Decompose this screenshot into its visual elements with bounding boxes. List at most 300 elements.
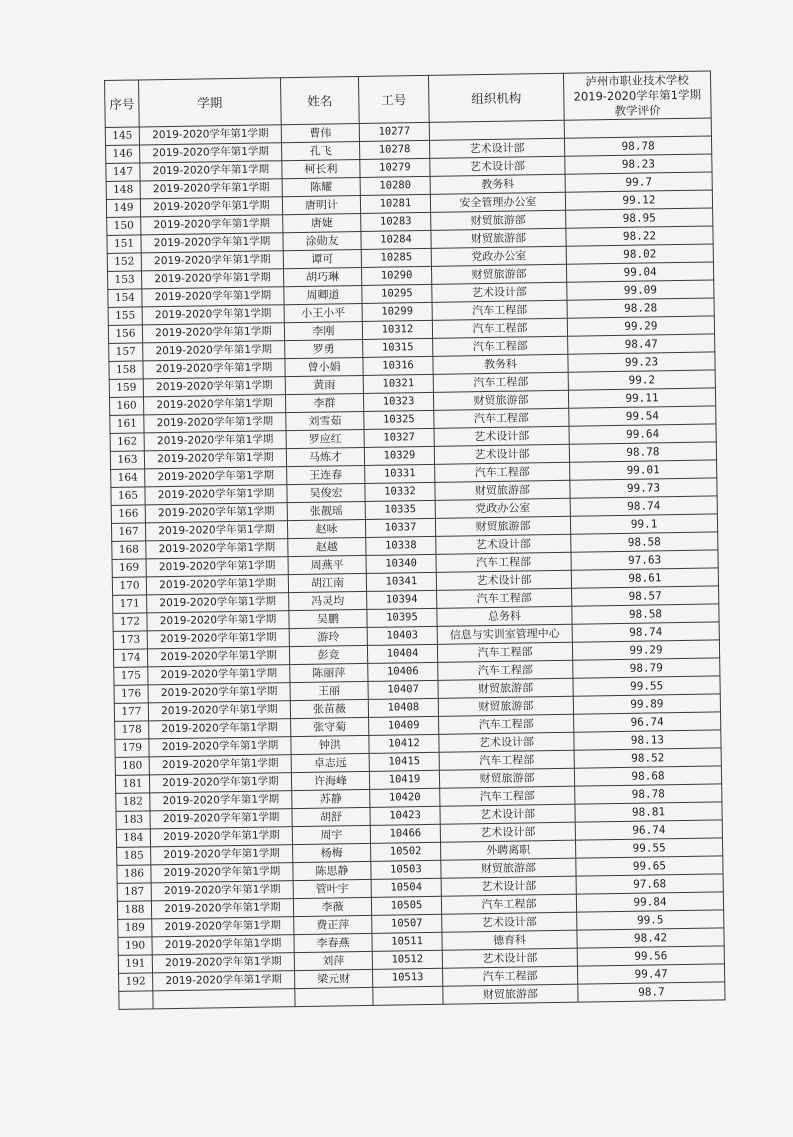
cell-score: 98.7 (578, 982, 725, 1002)
cell-score: 98.78 (564, 136, 711, 156)
cell-id: 10423 (370, 806, 440, 825)
cell-term: 2019-2020学年第1学期 (140, 179, 282, 199)
cell-id: 10408 (368, 698, 438, 717)
cell-org: 汽车工程部 (440, 786, 575, 806)
cell-score: 98.79 (573, 658, 720, 678)
cell-org: 艺术设计部 (442, 948, 577, 968)
cell-term: 2019-2020学年第1学期 (147, 593, 289, 613)
cell-name: 张靓瑶 (287, 501, 365, 520)
cell-term: 2019-2020学年第1学期 (146, 539, 288, 559)
cell-term: 2019-2020学年第1学期 (140, 161, 282, 181)
cell-id: 10505 (371, 896, 441, 915)
cell-id: 10279 (360, 158, 430, 177)
cell-sn: 188 (117, 901, 151, 920)
cell-id: 10299 (362, 302, 432, 321)
cell-term: 2019-2020学年第1学期 (143, 359, 285, 379)
cell-name: 游玲 (289, 627, 367, 646)
cell-id: 10511 (372, 932, 442, 951)
cell-id: 10513 (373, 968, 443, 987)
header-term: 学期 (139, 78, 282, 127)
cell-name: 李群 (285, 393, 363, 412)
cell-term: 2019-2020学年第1学期 (148, 665, 290, 685)
cell-term: 2019-2020学年第1学期 (145, 503, 287, 523)
cell-name: 费正萍 (294, 915, 372, 934)
cell-org: 艺术设计部 (434, 444, 569, 464)
cell-sn: 161 (110, 415, 144, 434)
cell-id: 10394 (367, 590, 437, 609)
cell-sn: 186 (117, 865, 151, 884)
cell-id: 10507 (372, 914, 442, 933)
cell-name: 曹伟 (281, 123, 359, 142)
cell-name: 彭竞 (289, 645, 367, 664)
cell-id: 10325 (364, 410, 434, 429)
cell-sn: 155 (108, 307, 142, 326)
cell-id: 10409 (369, 716, 439, 735)
cell-sn: 183 (116, 811, 150, 830)
header-score (563, 71, 711, 120)
cell-id: 10415 (369, 752, 439, 771)
cell-score: 99.55 (573, 676, 720, 696)
cell-sn: 166 (111, 505, 145, 524)
cell-term: 2019-2020学年第1学期 (152, 935, 294, 955)
cell-score: 99.89 (573, 694, 720, 714)
cell-score: 99.64 (569, 424, 716, 444)
cell-org: 艺术设计部 (439, 732, 574, 752)
cell-id: 10327 (364, 428, 434, 447)
cell-sn: 167 (111, 523, 145, 542)
cell-score: 99.01 (570, 460, 717, 480)
cell-score: 99.5 (577, 910, 724, 930)
cell-score: 98.57 (572, 586, 719, 606)
cell-score: 98.23 (565, 154, 712, 174)
cell-term: 2019-2020学年第1学期 (144, 449, 286, 469)
cell-name: 周卿道 (284, 285, 362, 304)
cell-id: 10404 (367, 644, 437, 663)
cell-id: 10283 (361, 212, 431, 231)
cell-org: 财贸旅游部 (435, 516, 570, 536)
cell-term: 2019-2020学年第1学期 (151, 863, 293, 883)
cell-score: 99.12 (565, 190, 712, 210)
cell-id: 10277 (359, 122, 429, 141)
cell-sn: 163 (110, 451, 144, 470)
cell-sn: 146 (106, 145, 140, 164)
cell-term: 2019-2020学年第1学期 (145, 521, 287, 541)
cell-id: 10323 (363, 392, 433, 411)
cell-name: 胡舒 (292, 807, 370, 826)
cell-org: 安全管理办公室 (430, 192, 565, 212)
cell-term: 2019-2020学年第1学期 (145, 485, 287, 505)
cell-sn: 170 (112, 577, 146, 596)
cell-id: 10295 (362, 284, 432, 303)
cell-name: 陈丽萍 (290, 663, 368, 682)
cell-id: 10406 (368, 662, 438, 681)
cell-score: 98.74 (572, 622, 719, 642)
cell-org: 艺术设计部 (434, 426, 569, 446)
cell-score: 98.13 (574, 730, 721, 750)
cell-id: 10340 (366, 554, 436, 573)
cell-score: 98.52 (574, 748, 721, 768)
cell-org: 汽车工程部 (439, 750, 574, 770)
cell-name: 卓志远 (291, 753, 369, 772)
cell-id: 10412 (369, 734, 439, 753)
cell-org: 艺术设计部 (430, 156, 565, 176)
cell-org: 汽车工程部 (441, 894, 576, 914)
cell-term: 2019-2020学年第1学期 (141, 215, 283, 235)
cell-org: 汽车工程部 (432, 318, 567, 338)
cell-sn: 169 (112, 559, 146, 578)
cell-term: 2019-2020学年第1学期 (151, 881, 293, 901)
cell-score: 99.1 (570, 514, 717, 534)
cell-term: 2019-2020学年第1学期 (148, 683, 290, 703)
cell-sn: 192 (119, 973, 153, 992)
cell-sn: 190 (118, 937, 152, 956)
cell-org: 艺术设计部 (441, 876, 576, 896)
cell-score: 98.74 (570, 496, 717, 516)
cell-id: 10419 (369, 770, 439, 789)
cell-score: 99.09 (567, 280, 714, 300)
cell-score: 98.68 (574, 766, 721, 786)
cell-term: 2019-2020学年第1学期 (140, 143, 282, 163)
cell-score: 99.73 (570, 478, 717, 498)
cell-score: 99.29 (572, 640, 719, 660)
cell-term: 2019-2020学年第1学期 (143, 377, 285, 397)
cell-sn: 162 (110, 433, 144, 452)
cell-id: 10341 (366, 572, 436, 591)
cell-score: 98.81 (575, 802, 722, 822)
cell-name: 孔飞 (282, 141, 360, 160)
header-sn: 序号 (105, 80, 140, 128)
cell-sn: 156 (108, 325, 142, 344)
cell-sn: 171 (113, 595, 147, 614)
cell-name: 胡江南 (288, 573, 366, 592)
cell-term: 2019-2020学年第1学期 (152, 953, 294, 973)
cell-sn: 154 (108, 289, 142, 308)
cell-org: 汽车工程部 (438, 660, 573, 680)
cell-sn: 174 (113, 649, 147, 668)
cell-term: 2019-2020学年第1学期 (144, 431, 286, 451)
cell-name: 苏静 (292, 789, 370, 808)
cell-name: 陈思静 (293, 861, 371, 880)
cell-org: 汽车工程部 (436, 552, 571, 572)
cell-org: 德育科 (442, 930, 577, 950)
cell-id: 10512 (372, 950, 442, 969)
cell-id: 10312 (362, 320, 432, 339)
cell-name: 管叶宇 (293, 879, 371, 898)
cell-sn: 179 (115, 739, 149, 758)
cell-name: 黄雨 (285, 375, 363, 394)
cell-name: 张守菊 (291, 717, 369, 736)
cell-name: 胡巧琳 (283, 267, 361, 286)
cell-name: 谭可 (283, 249, 361, 268)
cell-id: 10337 (365, 518, 435, 537)
cell-org: 艺术设计部 (429, 138, 564, 158)
cell-term: 2019-2020学年第1学期 (152, 917, 294, 937)
cell-score: 99.84 (576, 892, 723, 912)
cell-org: 汽车工程部 (433, 372, 568, 392)
cell-org: 汽车工程部 (432, 300, 567, 320)
cell-org: 艺术设计部 (440, 822, 575, 842)
cell-name: 李春燕 (294, 933, 372, 952)
cell-score: 98.22 (566, 226, 713, 246)
cell-score: 98.02 (566, 244, 713, 264)
cell-term: 2019-2020学年第1学期 (147, 629, 289, 649)
cell-sn: 173 (113, 631, 147, 650)
cell-name: 刘雪茹 (286, 411, 364, 430)
cell-term: 2019-2020学年第1学期 (145, 467, 287, 487)
cell-term: 2019-2020学年第1学期 (149, 755, 291, 775)
cell-name: 冯灵均 (289, 591, 367, 610)
cell-org: 汽车工程部 (442, 966, 577, 986)
cell-id: 10335 (365, 500, 435, 519)
cell-score: 98.28 (567, 298, 714, 318)
cell-sn: 151 (107, 235, 141, 254)
header-score-line2: 2019-2020学年第1学期 (573, 87, 702, 104)
cell-name: 罗应红 (286, 429, 364, 448)
cell-id: 10329 (364, 446, 434, 465)
cell-score: 99.55 (575, 838, 722, 858)
cell-org: 财贸旅游部 (438, 696, 573, 716)
cell-sn: 157 (109, 343, 143, 362)
cell-term (153, 989, 295, 1009)
cell-score: 99.7 (565, 172, 712, 192)
cell-org: 财贸旅游部 (431, 264, 566, 284)
cell-org: 汽车工程部 (439, 714, 574, 734)
cell-sn (119, 991, 153, 1010)
cell-term: 2019-2020学年第1学期 (143, 341, 285, 361)
header-score-line1: 泸州市职业技术学校 (585, 72, 689, 88)
cell-id: 10502 (371, 842, 441, 861)
cell-sn: 182 (116, 793, 150, 812)
cell-score: 98.61 (571, 568, 718, 588)
cell-score: 97.68 (576, 874, 723, 894)
cell-org: 汽车工程部 (437, 642, 572, 662)
cell-org: 总务科 (437, 606, 572, 626)
cell-sn: 176 (114, 685, 148, 704)
cell-id: 10331 (365, 464, 435, 483)
cell-id: 10338 (366, 536, 436, 555)
cell-id: 10280 (360, 176, 430, 195)
cell-term: 2019-2020学年第1学期 (140, 197, 282, 217)
cell-term: 2019-2020学年第1学期 (141, 251, 283, 271)
cell-sn: 160 (109, 397, 143, 416)
cell-term: 2019-2020学年第1学期 (149, 773, 291, 793)
cell-org: 财贸旅游部 (431, 228, 566, 248)
cell-sn: 158 (109, 361, 143, 380)
cell-term: 2019-2020学年第1学期 (143, 395, 285, 415)
cell-sn: 181 (115, 775, 149, 794)
header-id: 工号 (358, 75, 429, 123)
cell-name: 赵咏 (287, 519, 365, 538)
cell-sn: 172 (113, 613, 147, 632)
cell-org (429, 120, 564, 140)
cell-score: 99.56 (577, 946, 724, 966)
cell-term: 2019-2020学年第1学期 (149, 737, 291, 757)
cell-score: 99.04 (566, 262, 713, 282)
evaluation-table (104, 70, 726, 1009)
cell-term: 2019-2020学年第1学期 (142, 287, 284, 307)
cell-sn: 152 (107, 253, 141, 272)
cell-id: 10316 (363, 356, 433, 375)
cell-org: 艺术设计部 (442, 912, 577, 932)
cell-sn: 153 (108, 271, 142, 290)
cell-score: 99.11 (568, 388, 715, 408)
header-score-line3: 教学评价 (614, 102, 661, 118)
cell-name: 罗勇 (285, 339, 363, 358)
cell-term: 2019-2020学年第1学期 (141, 233, 283, 253)
cell-score (564, 118, 711, 138)
cell-sn: 180 (115, 757, 149, 776)
cell-name: 李刚 (284, 321, 362, 340)
cell-sn: 168 (112, 541, 146, 560)
cell-score: 99.65 (576, 856, 723, 876)
cell-term: 2019-2020学年第1学期 (147, 647, 289, 667)
cell-sn: 165 (111, 487, 145, 506)
cell-term: 2019-2020学年第1学期 (149, 719, 291, 739)
cell-name: 唐婕 (283, 213, 361, 232)
cell-sn: 145 (105, 127, 139, 146)
cell-sn: 177 (114, 703, 148, 722)
cell-org: 财贸旅游部 (435, 480, 570, 500)
cell-id: 10503 (371, 860, 441, 879)
cell-org: 汽车工程部 (433, 336, 568, 356)
cell-name: 周宇 (292, 825, 370, 844)
cell-id: 10315 (363, 338, 433, 357)
cell-sn: 150 (107, 217, 141, 236)
cell-org: 艺术设计部 (440, 804, 575, 824)
cell-score: 99.2 (568, 370, 715, 390)
cell-org: 财贸旅游部 (433, 390, 568, 410)
cell-org: 外聘离职 (441, 840, 576, 860)
cell-org: 艺术设计部 (436, 534, 571, 554)
cell-name: 许海峰 (291, 771, 369, 790)
cell-org: 财贸旅游部 (431, 210, 566, 230)
cell-sn: 149 (106, 199, 140, 218)
cell-term: 2019-2020学年第1学期 (142, 323, 284, 343)
cell-name: 王连春 (287, 465, 365, 484)
cell-term: 2019-2020学年第1学期 (146, 557, 288, 577)
cell-sn: 187 (117, 883, 151, 902)
cell-term: 2019-2020学年第1学期 (142, 269, 284, 289)
cell-org: 汽车工程部 (434, 408, 569, 428)
cell-id: 10395 (367, 608, 437, 627)
cell-id: 10332 (365, 482, 435, 501)
cell-id (373, 986, 443, 1005)
cell-term: 2019-2020学年第1学期 (151, 899, 293, 919)
cell-score: 98.95 (566, 208, 713, 228)
cell-score: 99.23 (568, 352, 715, 372)
cell-term: 2019-2020学年第1学期 (148, 701, 290, 721)
cell-org: 党政办公室 (431, 246, 566, 266)
cell-name: 李薇 (293, 897, 371, 916)
cell-name (295, 987, 373, 1006)
cell-org: 汽车工程部 (437, 588, 572, 608)
cell-name: 马炼才 (286, 447, 364, 466)
cell-score: 98.42 (577, 928, 724, 948)
cell-name: 曾小娟 (285, 357, 363, 376)
cell-term: 2019-2020学年第1学期 (146, 575, 288, 595)
cell-score: 98.47 (568, 334, 715, 354)
cell-sn: 148 (106, 181, 140, 200)
cell-sn: 164 (111, 469, 145, 488)
cell-id: 10278 (359, 140, 429, 159)
cell-name: 杨梅 (293, 843, 371, 862)
cell-name: 涂勋友 (283, 231, 361, 250)
cell-score: 97.63 (571, 550, 718, 570)
cell-name: 周燕平 (288, 555, 366, 574)
cell-org: 财贸旅游部 (439, 768, 574, 788)
cell-name: 刘萍 (294, 951, 372, 970)
cell-sn: 159 (109, 379, 143, 398)
cell-org: 财贸旅游部 (438, 678, 573, 698)
cell-score: 96.74 (574, 712, 721, 732)
cell-name: 陈耀 (282, 177, 360, 196)
cell-name: 赵越 (288, 537, 366, 556)
cell-sn: 147 (106, 163, 140, 182)
cell-id: 10504 (371, 878, 441, 897)
cell-score: 98.58 (571, 532, 718, 552)
cell-id: 10420 (370, 788, 440, 807)
cell-sn: 184 (116, 829, 150, 848)
cell-score: 99.47 (577, 964, 724, 984)
cell-score: 96.74 (575, 820, 722, 840)
cell-org: 信息与实训室管理中心 (437, 624, 572, 644)
cell-name: 柯长利 (282, 159, 360, 178)
cell-score: 98.78 (575, 784, 722, 804)
cell-term: 2019-2020学年第1学期 (150, 827, 292, 847)
cell-term: 2019-2020学年第1学期 (139, 125, 281, 145)
cell-term: 2019-2020学年第1学期 (150, 809, 292, 829)
cell-term: 2019-2020学年第1学期 (151, 845, 293, 865)
cell-sn: 175 (114, 667, 148, 686)
cell-sn: 189 (118, 919, 152, 938)
cell-term: 2019-2020学年第1学期 (153, 971, 295, 991)
cell-sn: 191 (118, 955, 152, 974)
cell-name: 梁元财 (295, 969, 373, 988)
cell-id: 10284 (361, 230, 431, 249)
cell-org: 财贸旅游部 (441, 858, 576, 878)
cell-id: 10403 (367, 626, 437, 645)
cell-score: 99.29 (567, 316, 714, 336)
cell-id: 10290 (361, 266, 431, 285)
cell-name: 吴俊宏 (287, 483, 365, 502)
cell-sn: 185 (117, 847, 151, 866)
cell-score: 98.58 (572, 604, 719, 624)
table-body (105, 118, 725, 1009)
header-name: 姓名 (280, 77, 359, 125)
cell-org: 财贸旅游部 (443, 984, 578, 1004)
cell-name: 小王小平 (284, 303, 362, 322)
cell-term: 2019-2020学年第1学期 (142, 305, 284, 325)
cell-id: 10407 (368, 680, 438, 699)
cell-org: 艺术设计部 (436, 570, 571, 590)
header-org: 组织机构 (428, 73, 564, 122)
cell-score: 99.54 (569, 406, 716, 426)
cell-name: 张苗薇 (290, 699, 368, 718)
cell-term: 2019-2020学年第1学期 (144, 413, 286, 433)
cell-org: 汽车工程部 (435, 462, 570, 482)
cell-sn: 178 (115, 721, 149, 740)
cell-term: 2019-2020学年第1学期 (150, 791, 292, 811)
cell-name: 唐明计 (282, 195, 360, 214)
cell-term: 2019-2020学年第1学期 (147, 611, 289, 631)
cell-org: 党政办公室 (435, 498, 570, 518)
cell-id: 10285 (361, 248, 431, 267)
cell-score: 98.78 (569, 442, 716, 462)
cell-name: 吴鹏 (289, 609, 367, 628)
cell-org: 艺术设计部 (432, 282, 567, 302)
cell-id: 10281 (360, 194, 430, 213)
cell-org: 教务科 (433, 354, 568, 374)
